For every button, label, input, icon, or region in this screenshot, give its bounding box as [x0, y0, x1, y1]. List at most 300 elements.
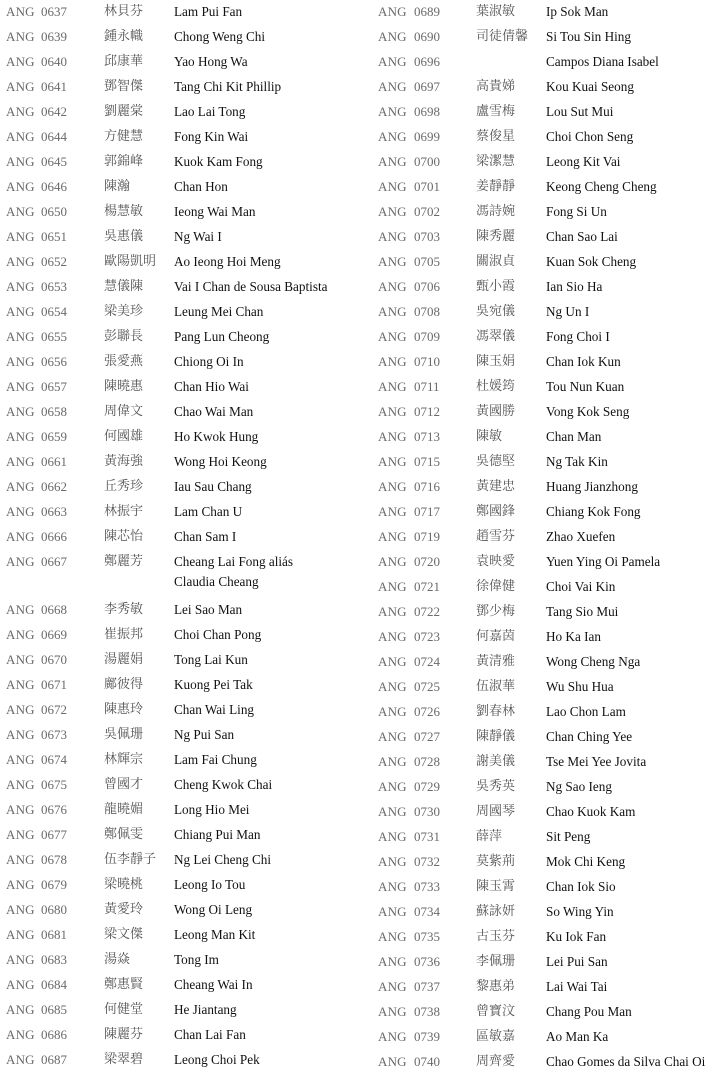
- chinese-name: 李秀敏: [104, 602, 144, 617]
- registration-prefix: ANG: [378, 204, 407, 219]
- registration-prefix: ANG: [378, 429, 407, 444]
- chinese-name: 李佩珊: [476, 954, 516, 969]
- chinese-name: 梁美珍: [104, 304, 144, 319]
- romanized-name: Fong Si Un: [546, 204, 607, 219]
- registration-number: 0684: [41, 977, 67, 992]
- registration-number: 0721: [414, 579, 440, 594]
- chinese-name: 楊慧敏: [104, 204, 144, 219]
- registration-prefix: ANG: [6, 827, 35, 842]
- registration-prefix: ANG: [378, 929, 407, 944]
- registration-number: 0641: [41, 79, 67, 94]
- list-item: [372, 200, 713, 225]
- chinese-name: 湯麗娟: [104, 652, 144, 667]
- registration-number: 0646: [41, 179, 67, 194]
- chinese-name: 黎惠弟: [476, 979, 516, 994]
- registration-number: 0685: [41, 1002, 67, 1017]
- registration-prefix: ANG: [378, 304, 407, 319]
- list-item: [372, 275, 713, 300]
- registration-prefix: ANG: [378, 604, 407, 619]
- romanized-name: Chan Hio Wai: [174, 379, 249, 394]
- romanized-name: Huang Jianzhong: [546, 479, 638, 494]
- chinese-name: 吳秀英: [476, 779, 516, 794]
- list-item: [0, 873, 366, 898]
- list-item: [372, 775, 713, 800]
- registration-number: 0712: [414, 404, 440, 419]
- registration-number: 0652: [41, 254, 67, 269]
- romanized-name: Leong Kit Vai: [546, 154, 621, 169]
- registration-prefix: ANG: [378, 229, 407, 244]
- list-item: [0, 150, 366, 175]
- registration-prefix: ANG: [6, 454, 35, 469]
- registration-number: 0731: [414, 829, 440, 844]
- list-item: [0, 598, 366, 623]
- romanized-name: Ng Sao Ieng: [546, 779, 612, 794]
- list-item: [0, 1048, 366, 1073]
- chinese-name: 姜靜靜: [476, 179, 516, 194]
- romanized-name: Kuong Pei Tak: [174, 677, 253, 692]
- list-item: [0, 848, 366, 873]
- romanized-name: Tse Mei Yee Jovita: [546, 754, 647, 769]
- list-item: [372, 25, 713, 50]
- registration-number: 0678: [41, 852, 67, 867]
- registration-number: 0740: [414, 1054, 440, 1069]
- chinese-name: 周齊愛: [476, 1054, 516, 1069]
- chinese-name: 葉淑敏: [476, 4, 516, 19]
- registration-number: 0724: [414, 654, 440, 669]
- romanized-name: Wong Oi Leng: [174, 902, 253, 917]
- chinese-name: 林輝宗: [104, 752, 144, 767]
- registration-number: 0730: [414, 804, 440, 819]
- romanized-name: Ao Man Ka: [546, 1029, 609, 1044]
- list-item: [372, 450, 713, 475]
- registration-prefix: ANG: [378, 704, 407, 719]
- registration-prefix: ANG: [6, 1002, 35, 1017]
- registration-number: 0690: [414, 29, 440, 44]
- chinese-name: 鍾永幟: [104, 29, 144, 44]
- chinese-name: 方健慧: [104, 129, 144, 144]
- registration-number: 0729: [414, 779, 440, 794]
- registration-number: 0700: [414, 154, 440, 169]
- registration-number: 0683: [41, 952, 67, 967]
- chinese-name: 甄小霞: [476, 279, 516, 294]
- romanized-name: Ho Kwok Hung: [174, 429, 259, 444]
- romanized-name: Chan Iok Kun: [546, 354, 621, 369]
- romanized-name: Tou Nun Kuan: [546, 379, 625, 394]
- list-item: [372, 575, 713, 600]
- chinese-name: 鄧智傑: [104, 79, 144, 94]
- registration-number: 0710: [414, 354, 440, 369]
- romanized-name: Ho Ka Ian: [546, 629, 601, 644]
- list-item: [0, 773, 366, 798]
- list-item: [0, 300, 366, 325]
- registration-prefix: ANG: [6, 229, 35, 244]
- registration-number: 0672: [41, 702, 67, 717]
- chinese-name: 慧儀陳: [104, 279, 144, 294]
- registration-prefix: ANG: [6, 554, 35, 569]
- romanized-name: Ng Pui San: [174, 727, 235, 742]
- list-item: [0, 450, 366, 475]
- romanized-name: He Jiantang: [174, 1002, 237, 1017]
- registration-number: 0733: [414, 879, 440, 894]
- romanized-name: Tang Sio Mui: [546, 604, 619, 619]
- chinese-name: 陳靜儀: [476, 729, 516, 744]
- registration-number: 0736: [414, 954, 440, 969]
- romanized-name: Yao Hong Wa: [174, 54, 248, 69]
- romanized-name: Chan Sam I: [174, 529, 237, 544]
- registration-number: 0645: [41, 154, 67, 169]
- registration-number: 0708: [414, 304, 440, 319]
- list-item: [372, 725, 713, 750]
- registration-number: 0653: [41, 279, 67, 294]
- registration-number: 0661: [41, 454, 67, 469]
- registration-prefix: ANG: [378, 129, 407, 144]
- registration-prefix: ANG: [378, 1004, 407, 1019]
- registration-prefix: ANG: [378, 254, 407, 269]
- registration-number: 0735: [414, 929, 440, 944]
- list-item: [372, 750, 713, 775]
- chinese-name: 莫紫荊: [476, 854, 516, 869]
- chinese-name: 曾國才: [104, 777, 144, 792]
- chinese-name: 龍曉媚: [104, 802, 144, 817]
- romanized-name: Chong Weng Chi: [174, 29, 266, 44]
- romanized-name: Cheng Kwok Chai: [174, 777, 273, 792]
- list-item: [0, 25, 366, 50]
- romanized-name: Campos Diana Isabel: [546, 54, 659, 69]
- list-item: [372, 875, 713, 900]
- romanized-name: Ng Tak Kin: [546, 454, 608, 469]
- list-item: [0, 350, 366, 375]
- registration-prefix: ANG: [378, 79, 407, 94]
- romanized-name: Fong Choi I: [546, 329, 610, 344]
- registration-prefix: ANG: [378, 154, 407, 169]
- romanized-name: Kou Kuai Seong: [546, 79, 634, 94]
- chinese-name: 何健堂: [104, 1002, 144, 1017]
- romanized-name: Lei Pui San: [546, 954, 608, 969]
- romanized-name: Cheang Wai In: [174, 977, 253, 992]
- romanized-name: Ku Iok Fan: [546, 929, 607, 944]
- registration-prefix: ANG: [378, 854, 407, 869]
- registration-prefix: ANG: [6, 852, 35, 867]
- registration-number: 0663: [41, 504, 67, 519]
- list-item: [372, 0, 713, 25]
- registration-prefix: ANG: [6, 702, 35, 717]
- registration-prefix: ANG: [6, 304, 35, 319]
- romanized-name: Lao Lai Tong: [174, 104, 246, 119]
- registration-number: 0670: [41, 652, 67, 667]
- romanized-name: Kuan Sok Cheng: [546, 254, 637, 269]
- romanized-name: Leong Io Tou: [174, 877, 246, 892]
- chinese-name: 伍淑華: [476, 679, 516, 694]
- list-item: [0, 425, 366, 450]
- registration-number: 0637: [41, 4, 67, 19]
- registration-number: 0734: [414, 904, 440, 919]
- registration-prefix: ANG: [378, 179, 407, 194]
- list-item: [0, 375, 366, 400]
- registration-prefix: ANG: [6, 952, 35, 967]
- registration-number: 0642: [41, 104, 67, 119]
- chinese-name: 袁映愛: [476, 554, 516, 569]
- registration-number: 0696: [414, 54, 440, 69]
- registration-number: 0705: [414, 254, 440, 269]
- romanized-name: Chao Wai Man: [174, 404, 254, 419]
- chinese-name: 陳惠玲: [104, 702, 144, 717]
- registration-prefix: ANG: [378, 54, 407, 69]
- registration-number: 0719: [414, 529, 440, 544]
- romanized-name: Vong Kok Seng: [546, 404, 630, 419]
- chinese-name: 盧雪梅: [476, 104, 516, 119]
- registration-prefix: ANG: [378, 729, 407, 744]
- romanized-name: Choi Chan Pong: [174, 627, 262, 642]
- romanized-name: Lam Chan U: [174, 504, 243, 519]
- registration-number: 0667: [41, 554, 67, 569]
- list-item: [372, 350, 713, 375]
- chinese-name: 謝美儀: [476, 754, 516, 769]
- romanized-name: Ip Sok Man: [546, 4, 609, 19]
- registration-prefix: ANG: [6, 504, 35, 519]
- list-item: [0, 823, 366, 848]
- registration-number: 0701: [414, 179, 440, 194]
- registration-prefix: ANG: [6, 404, 35, 419]
- chinese-name: 趙雪芬: [476, 529, 516, 544]
- chinese-name: 梁潔慧: [476, 154, 516, 169]
- chinese-name: 陳玉霄: [476, 879, 516, 894]
- chinese-name: 周偉文: [104, 404, 144, 419]
- registration-number: 0737: [414, 979, 440, 994]
- list-item: [372, 225, 713, 250]
- list-item: [372, 100, 713, 125]
- registration-prefix: ANG: [6, 54, 35, 69]
- registration-prefix: ANG: [6, 627, 35, 642]
- chinese-name: 陳敏: [476, 429, 503, 444]
- registration-prefix: ANG: [6, 104, 35, 119]
- list-item: [372, 400, 713, 425]
- registration-prefix: ANG: [378, 379, 407, 394]
- registration-number: 0709: [414, 329, 440, 344]
- registration-number: 0659: [41, 429, 67, 444]
- chinese-name: 高貴娣: [476, 79, 516, 94]
- registration-number: 0656: [41, 354, 67, 369]
- chinese-name: 黃海強: [104, 454, 144, 469]
- romanized-name: Cheang Lai Fong aliás: [174, 554, 294, 569]
- list-item: [0, 250, 366, 275]
- chinese-name: 伍李靜子: [104, 852, 157, 867]
- registration-number: 0662: [41, 479, 67, 494]
- registration-number: 0738: [414, 1004, 440, 1019]
- list-item: [0, 275, 366, 300]
- chinese-name: 黃清雅: [476, 654, 516, 669]
- registration-number: 0650: [41, 204, 67, 219]
- registration-number: 0716: [414, 479, 440, 494]
- list-item: [372, 425, 713, 450]
- registration-prefix: ANG: [378, 679, 407, 694]
- list-item: [372, 600, 713, 625]
- list-item: [0, 125, 366, 150]
- list-item: [372, 525, 713, 550]
- registration-prefix: ANG: [6, 752, 35, 767]
- chinese-name: 陳瀚: [104, 179, 131, 194]
- list-item: [0, 75, 366, 100]
- registration-number: 0699: [414, 129, 440, 144]
- chinese-name: 郭錦峰: [104, 154, 144, 169]
- registration-prefix: ANG: [6, 602, 35, 617]
- registration-number: 0639: [41, 29, 67, 44]
- romanized-name: Chiang Kok Fong: [546, 504, 641, 519]
- list-item: [0, 100, 366, 125]
- registration-prefix: ANG: [6, 129, 35, 144]
- registration-number: 0711: [414, 379, 440, 394]
- list-item: [0, 798, 366, 823]
- romanized-name: Leong Choi Pek: [174, 1052, 260, 1067]
- list-item: [0, 623, 366, 648]
- list-item: [372, 825, 713, 850]
- registration-prefix: ANG: [378, 279, 407, 294]
- registration-number: 0676: [41, 802, 67, 817]
- romanized-name: Tong Im: [174, 952, 219, 967]
- registration-number: 0658: [41, 404, 67, 419]
- list-item: [0, 923, 366, 948]
- list-item: [0, 898, 366, 923]
- registration-number: 0669: [41, 627, 67, 642]
- chinese-name: 薛萍: [476, 829, 503, 844]
- list-item: [0, 0, 366, 25]
- registration-prefix: ANG: [378, 829, 407, 844]
- chinese-name: 古玉芬: [476, 929, 516, 944]
- romanized-name: Ng Wai I: [174, 229, 222, 244]
- registration-number: 0651: [41, 229, 67, 244]
- list-item: [0, 550, 366, 598]
- list-item: [0, 200, 366, 225]
- chinese-name: 鄭國鋒: [476, 504, 516, 519]
- romanized-name: Yuen Ying Oi Pamela: [546, 554, 661, 569]
- list-item: [0, 748, 366, 773]
- registration-prefix: ANG: [378, 629, 407, 644]
- registration-number: 0687: [41, 1052, 67, 1067]
- chinese-name: 杜媛筠: [476, 379, 516, 394]
- registration-prefix: ANG: [378, 904, 407, 919]
- chinese-name: 周國琴: [476, 804, 516, 819]
- chinese-name: 梁翠碧: [104, 1052, 144, 1067]
- registration-prefix: ANG: [6, 429, 35, 444]
- romanized-name: Chan Hon: [174, 179, 228, 194]
- chinese-name: 丘秀珍: [104, 479, 144, 494]
- registration-number: 0671: [41, 677, 67, 692]
- registration-prefix: ANG: [378, 4, 407, 19]
- romanized-name: Chao Gomes da Silva Chai Oi: [546, 1054, 706, 1069]
- romanized-name: Lei Sao Man: [174, 602, 243, 617]
- registration-prefix: ANG: [378, 404, 407, 419]
- registration-prefix: ANG: [378, 779, 407, 794]
- chinese-name: 崔振邦: [104, 627, 144, 642]
- list-item: [372, 900, 713, 925]
- registration-prefix: ANG: [378, 504, 407, 519]
- romanized-name: Chang Pou Man: [546, 1004, 632, 1019]
- registration-number: 0717: [414, 504, 440, 519]
- list-item: [372, 650, 713, 675]
- chinese-name: 馮詩婉: [476, 204, 516, 219]
- registration-prefix: ANG: [378, 29, 407, 44]
- chinese-name: 邱康華: [104, 54, 144, 69]
- registration-number: 0673: [41, 727, 67, 742]
- list-item: [0, 325, 366, 350]
- registration-prefix: ANG: [6, 802, 35, 817]
- registration-number: 0655: [41, 329, 67, 344]
- romanized-name: Chan Lai Fan: [174, 1027, 246, 1042]
- romanized-name: Wong Hoi Keong: [174, 454, 267, 469]
- registration-prefix: ANG: [378, 754, 407, 769]
- registration-prefix: ANG: [6, 379, 35, 394]
- list-item: [372, 125, 713, 150]
- list-item: [0, 973, 366, 998]
- right-column: [372, 0, 713, 1075]
- list-item: [372, 675, 713, 700]
- romanized-name: Chan Sao Lai: [546, 229, 618, 244]
- registration-prefix: ANG: [6, 977, 35, 992]
- romanized-name: Chan Man: [546, 429, 602, 444]
- romanized-name: Long Hio Mei: [174, 802, 250, 817]
- chinese-name: 鄧少梅: [476, 604, 516, 619]
- registration-prefix: ANG: [6, 777, 35, 792]
- registration-number: 0697: [414, 79, 440, 94]
- registration-prefix: ANG: [6, 279, 35, 294]
- romanized-name: Lai Wai Tai: [546, 979, 608, 994]
- chinese-name: 關淑貞: [476, 254, 516, 269]
- chinese-name: 曾寶汶: [476, 1004, 516, 1019]
- registration-prefix: ANG: [6, 179, 35, 194]
- romanized-name: Mok Chi Keng: [546, 854, 626, 869]
- registration-prefix: ANG: [378, 1029, 407, 1044]
- list-item: [0, 673, 366, 698]
- chinese-name: 鄺彼得: [104, 677, 144, 692]
- registration-number: 0702: [414, 204, 440, 219]
- list-item: [372, 1025, 713, 1050]
- registration-prefix: ANG: [6, 677, 35, 692]
- list-item: [372, 550, 713, 575]
- registration-prefix: ANG: [378, 454, 407, 469]
- registration-number: 0732: [414, 854, 440, 869]
- chinese-name: 鄭惠賢: [104, 977, 144, 992]
- romanized-name: Lou Sut Mui: [546, 104, 614, 119]
- chinese-name: 陳秀麗: [476, 229, 516, 244]
- registration-number: 0644: [41, 129, 67, 144]
- registration-prefix: ANG: [6, 1052, 35, 1067]
- registration-prefix: ANG: [378, 954, 407, 969]
- romanized-name: Ieong Wai Man: [174, 204, 256, 219]
- registration-number: 0725: [414, 679, 440, 694]
- list-item: [372, 50, 713, 75]
- romanized-name: Chiong Oi In: [174, 354, 244, 369]
- list-item: [0, 648, 366, 673]
- romanized-name: Choi Vai Kin: [546, 579, 616, 594]
- chinese-name: 劉麗棠: [104, 104, 144, 119]
- list-item: [372, 1000, 713, 1025]
- list-item: [372, 500, 713, 525]
- chinese-name: 劉春林: [476, 704, 516, 719]
- list-item: [0, 698, 366, 723]
- chinese-name: 何國雄: [104, 429, 144, 444]
- registration-number: 0668: [41, 602, 67, 617]
- chinese-name: 黃建忠: [476, 479, 516, 494]
- chinese-name: 蘇詠妍: [476, 904, 516, 919]
- list-item: [0, 225, 366, 250]
- registration-prefix: ANG: [378, 654, 407, 669]
- chinese-name: 吳佩珊: [104, 727, 144, 742]
- chinese-name: 徐偉健: [476, 579, 516, 594]
- list-item: [372, 975, 713, 1000]
- romanized-name: Keong Cheng Cheng: [546, 179, 657, 194]
- registration-prefix: ANG: [378, 554, 407, 569]
- registration-prefix: ANG: [6, 927, 35, 942]
- romanized-name: Zhao Xuefen: [546, 529, 616, 544]
